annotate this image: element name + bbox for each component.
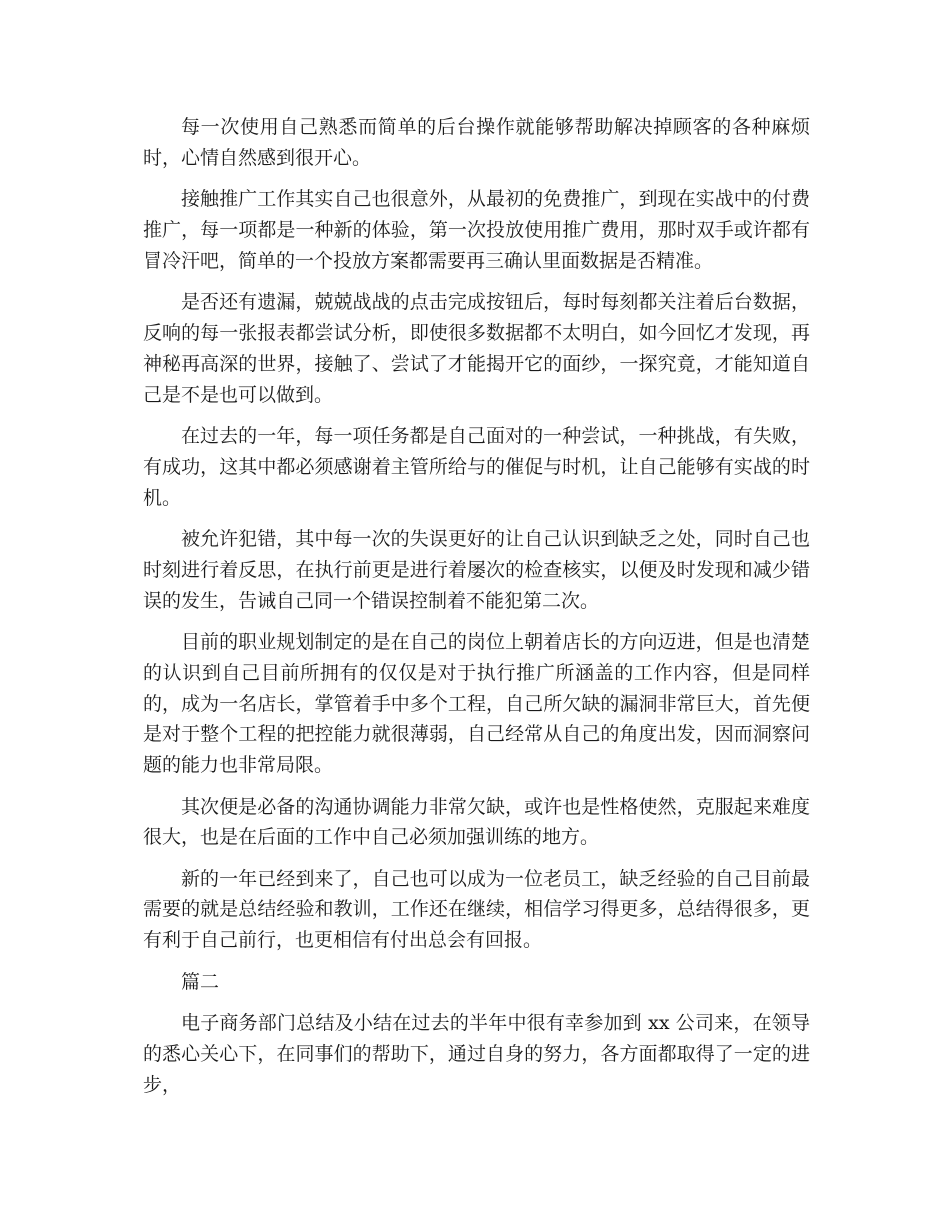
paragraph-9: 电子商务部门总结及小结在过去的半年中很有幸参加到 xx 公司来，在领导的悉心关心下，在同事们的帮助下，通过自身的努力，各方面都取得了一定的进步， xyxy=(143,1012,810,1096)
paragraph-5: 被允许犯错，其中每一次的失误更好的让自己认识到缺乏之处，同时自己也时刻进行着反思，在执行前更是进行着屡次的检查核实，以便及时发现和减少错误的发生，告诫自己同一个错误控制着不能犯第二次。 xyxy=(143,527,810,612)
section-heading: 篇二 xyxy=(181,970,220,993)
paragraph-7: 其次便是必备的沟通协调能力非常欠缺，或许也是性格使然，克服起来难度很大，也是在后面的工作中自己必须加强训练的地方。 xyxy=(143,795,810,849)
paragraph-6: 目前的职业规划制定的是在自己的岗位上朝着店长的方向迈进，但是也清楚的认识到自己目前所拥有的仅仅是对于执行推广所涵盖的工作内容，但是同样的，成为一名店长，掌管着手中多个工程，自己所欠缺的漏洞非常巨大，首先便是对于整个工程的把控能力就很薄弱，自己经常从自己的角度出发，因而洞察问题的能力也非常局限。 xyxy=(143,630,810,777)
paragraph-4: 在过去的一年，每一项任务都是自己面对的一种尝试，一种挑战，有失败，有成功，这其中都必须感谢着主管所给与的催促与时机，让自己能够有实战的时机。 xyxy=(143,424,810,509)
paragraph-8: 新的一年已经到来了，自己也可以成为一位老员工，缺乏经验的自己目前最需要的就是总结经验和教训，工作还在继续，相信学习得更多，总结得很多，更有利于自己前行，也更相信有付出总会有回报。 xyxy=(143,867,810,952)
paragraph-3: 是否还有遗漏，兢兢战战的点击完成按钮后，每时每刻都关注着后台数据，反响的每一张报表都尝试分析，即使很多数据都不太明白，如今回忆才发现，再神秘再高深的世界，接触了、尝试了才能揭开它的面纱，一探究竟，才能知道自己是不是也可以做到。 xyxy=(143,291,810,406)
document-body xyxy=(143,112,810,1111)
paragraph-1: 每一次使用自己熟悉而简单的后台操作就能够帮助解决掉顾客的各种麻烦时，心情自然感到很开心。 xyxy=(143,116,810,169)
paragraph-2: 接触推广工作其实自己也很意外，从最初的免费推广，到现在实战中的付费推广，每一项都是一种新的体验，第一次投放使用推广费用，那时双手或许都有冒冷汗吧，简单的一个投放方案都需要再三确认里面数据是否精准。 xyxy=(143,188,810,272)
